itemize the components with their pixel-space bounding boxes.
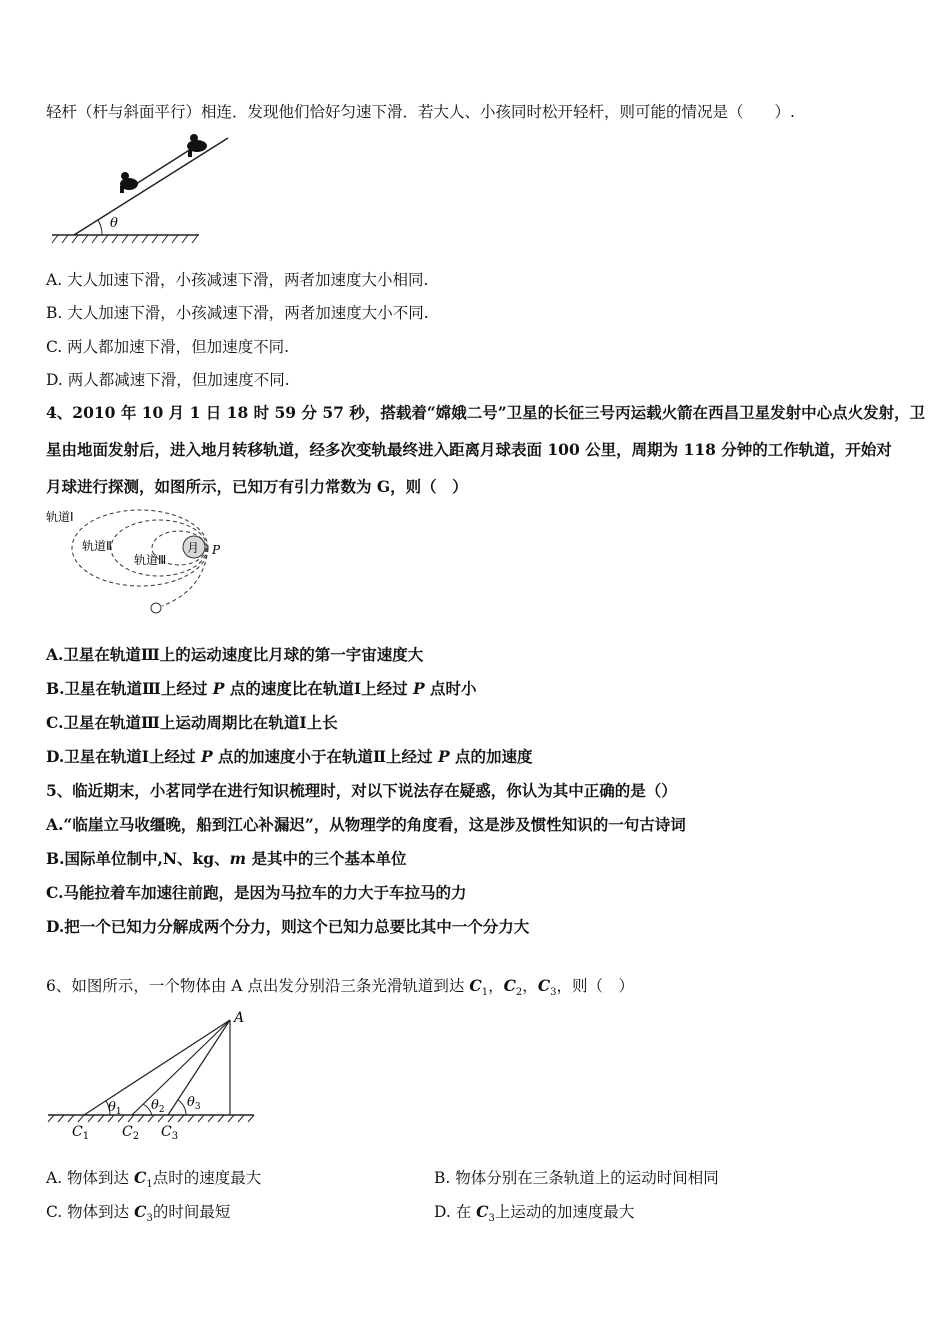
q6-option-a: A. 物体到达 $C_1$点时的速度最大	[46, 1168, 262, 1191]
q3-option-c: C. 两人都加速下滑，但加速度不同.	[46, 338, 290, 356]
theta-1-label: $\theta_1$	[108, 1100, 122, 1117]
q5-option-d: D.把一个已知力分解成两个分力，则这个已知力总要比其中一个分力大	[46, 917, 530, 936]
orbit-2-label: 轨道Ⅱ	[82, 539, 112, 553]
q4-stem-line2: 星由地面发射后，进入地月转移轨道，经多次变轨最终进入距离月球表面 100 公里，周期为 118 分钟的工作轨道，开始对	[46, 440, 892, 459]
q4-stem-line1: 4、2010 年 10 月 1 日 18 时 59 分 57 秒，搭载着“嫦娥二号”卫星的长征三号丙运载火箭在西昌卫星发射中心点火发射，卫	[46, 403, 926, 422]
q3-option-b: B. 大人加速下滑，小孩减速下滑，两者加速度大小不同.	[46, 304, 429, 322]
q5-option-b: B.国际单位制中,N、kg、m 是其中的三个基本单位	[46, 849, 407, 868]
moon-label: 月	[187, 541, 200, 555]
q6-option-b: B. 物体分别在三条轨道上的运动时间相同	[434, 1169, 719, 1187]
q4-option-a: A.卫星在轨道Ⅲ上的运动速度比月球的第一宇宙速度大	[46, 645, 424, 664]
earth-circle	[151, 603, 161, 613]
q3-stem: 轻杆（杆与斜面平行）相连．发现他们恰好匀速下滑．若大人、小孩同时松开轻杆，则可能的情况是（ ）.	[46, 103, 795, 121]
q4-orbit-figure	[44, 502, 244, 618]
q5-option-a: A.“临崖立马收缰晚，船到江心补漏迟”，从物理学的角度看，这是涉及惯性知识的一句古诗词	[46, 815, 686, 834]
q3-option-a: A. 大人加速下滑，小孩减速下滑，两者加速度大小相同.	[46, 271, 429, 289]
point-a-label: A	[234, 1010, 245, 1026]
c2-label: $C_2$	[122, 1124, 140, 1142]
q5-option-c: C.马能拉着车加速往前跑，是因为马拉车的力大于车拉马的力	[46, 883, 467, 902]
orbit-3-label: 轨道Ⅲ	[134, 553, 167, 567]
q4-stem-line3: 月球进行探测，如图所示，已知万有引力常数为 G，则（ ）	[46, 477, 468, 496]
child-figure	[120, 172, 138, 193]
point-p-label: P	[212, 543, 221, 557]
theta-3-label: $\theta_3$	[187, 1095, 201, 1112]
c3-label: $C_3$	[161, 1124, 179, 1142]
q3-incline-figure	[44, 132, 244, 250]
c1-label: $C_1$	[72, 1124, 90, 1142]
q6-stem: 6、如图所示，一个物体由 A 点出发分别沿三条光滑轨道到达 $C_1$，$C_2$，$C_3$，则（ ）	[46, 976, 635, 999]
q5-stem: 5、临近期末，小茗同学在进行知识梳理时，对以下说法存在疑惑，你认为其中正确的是（）	[46, 781, 677, 800]
orbit-1-label: 轨道Ⅰ	[46, 510, 74, 524]
q6-tracks-figure	[44, 1008, 264, 1142]
theta-2-label: $\theta_2$	[151, 1098, 165, 1115]
q4-option-d: D.卫星在轨道Ⅰ上经过 P 点的加速度小于在轨道Ⅱ上经过 P 点的加速度	[46, 747, 533, 766]
q4-option-b: B.卫星在轨道Ⅲ上经过 P 点的速度比在轨道Ⅰ上经过 P 点时小	[46, 679, 477, 698]
q4-option-c: C.卫星在轨道Ⅲ上运动周期比在轨道Ⅰ上长	[46, 713, 338, 732]
q6-option-d: D. 在 $C_3$上运动的加速度最大	[434, 1202, 635, 1225]
q3-option-d: D. 两人都减速下滑，但加速度不同.	[46, 371, 290, 389]
q6-option-c: C. 物体到达 $C_3$的时间最短	[46, 1202, 231, 1225]
theta-label: θ	[110, 216, 118, 231]
